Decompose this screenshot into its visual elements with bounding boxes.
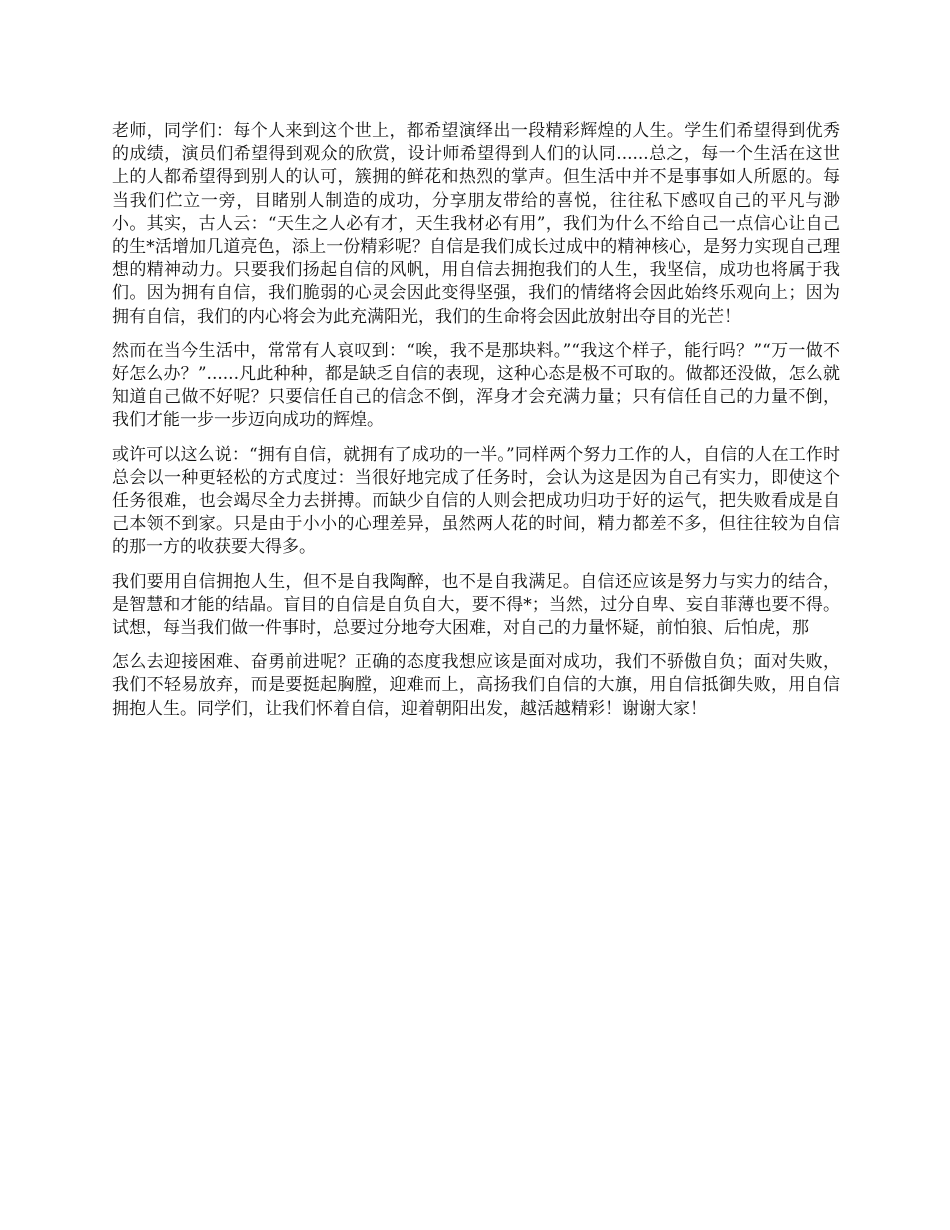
paragraph-1: 老师，同学们：每个人来到这个世上，都希望演绎出一段精彩辉煌的人生。学生们希望得到优秀的成绩，演员们希望得到观众的欣赏，设计师希望得到人们的认同......总之，每一个生活在这世上的人都希望得到别人的认可，簇拥的鲜花和热烈的掌声。但生活中并不是事事如人所愿的。每当我们伫立一旁，目睹别人制造的成功，分享朋友带给的喜悦，往往私下感叹自己的平凡与渺小。其实，古人云：“天生之人必有才，天生我材必有用”，我们为什么不给自己一点信心让自己的生*活增加几道亮色，添上一份精彩呢？自信是我们成长过成中的精神核心，是努力实现自己理想的精神动力。只要我们扬起自信的风帆，用自信去拥抱我们的人生，我坚信，成功也将属于我们。因为拥有自信，我们脆弱的心灵会因此变得坚强，我们的情绪将会因此始终乐观向上；因为拥有自信，我们的内心将会为此充满阳光，我们的生命将会因此放射出夺目的光芒！ (112, 121, 840, 327)
paragraph-3: 或许可以这么说：“拥有自信，就拥有了成功的一半。”同样两个努力工作的人，自信的人在工作时总会以一种更轻松的方式度过：当很好地完成了任务时，会认为这是因为自己有实力，即使这个任务很难，也会竭尽全力去拼搏。而缺少自信的人则会把成功归功于好的运气，把失败看成是自己本领不到家。只是由于小小的心理差异，虽然两人花的时间，精力都差不多，但往往较为自信的那一方的收获要大得多。 (112, 444, 840, 558)
paragraph-2: 然而在当今生活中，常常有人哀叹到：“唉，我不是那块料。”“我这个样子，能行吗？”“万一做不好怎么办？”......凡此种种，都是缺乏自信的表现，这种心态是极不可取的。做都还没做，怎么就知道自己做不好呢？只要信任自己的信念不倒，浑身才会充满力量；只有信任自己的力量不倒，我们才能一步一步迈向成功的辉煌。 (112, 340, 840, 431)
document-page (112, 120, 840, 732)
paragraph-4: 我们要用自信拥抱人生，但不是自我陶醉，也不是自我满足。自信还应该是努力与实力的结合，是智慧和才能的结晶。盲目的自信是自负自大，要不得*；当然，过分自卑、妄自菲薄也要不得。试想，每当我们做一件事时，总要过分地夸大困难，对自己的力量怀疑，前怕狼、后怕虎，那 (112, 571, 840, 639)
paragraph-5: 怎么去迎接困难、奋勇前进呢？正确的态度我想应该是面对成功，我们不骄傲自负；面对失败，我们不轻易放弃，而是要挺起胸膛，迎难而上，高扬我们自信的大旗，用自信抵御失败，用自信拥抱人生。同学们，让我们怀着自信，迎着朝阳出发，越活越精彩！谢谢大家！ (112, 652, 840, 719)
